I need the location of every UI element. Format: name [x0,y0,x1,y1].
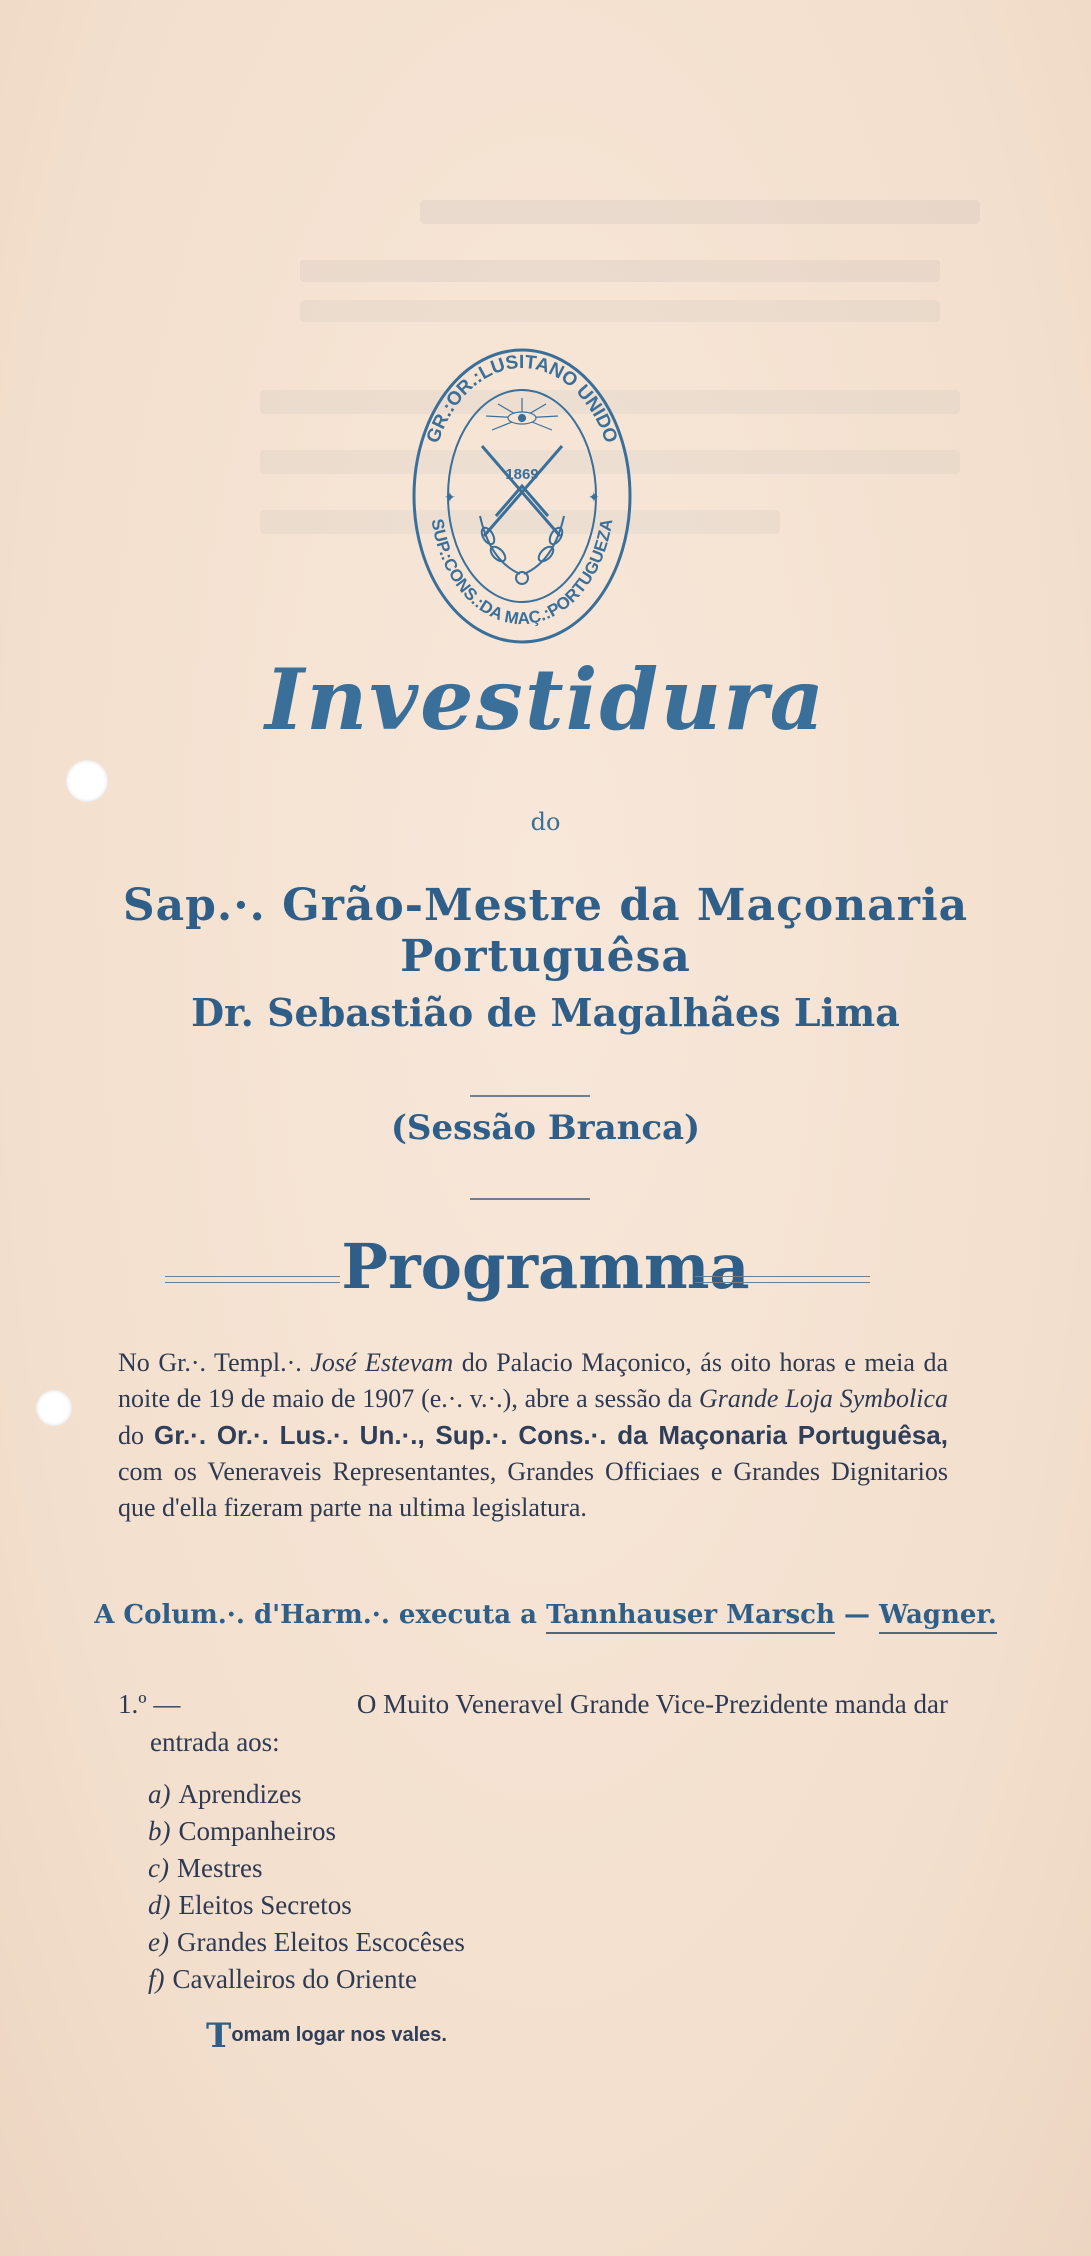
intro-part2: do Palacio Maçonico, ás [461,1348,722,1377]
seal-bottom-arc: SUP.:CONS.:DA MAÇ.:PORTUGUEZA [427,517,617,629]
closing-instruction [206,2016,447,2056]
seal-star-right: ✦ [588,491,600,506]
list-letter: b) [148,1816,171,1846]
music-line [0,1600,1091,1630]
entry-list [148,1776,465,1998]
item-text-first: O Muito Veneravel Grande Vice-Prezidente manda dar [356,1689,948,1719]
closing-text: omam logar nos vales. [231,2024,447,2046]
programme-heading: Programma [341,1230,750,1303]
bleed-through-mark [420,200,980,224]
programme-item-1 [118,1685,948,1761]
bleed-through-mark [300,260,940,282]
list-item [148,1887,465,1924]
list-label: Cavalleiros do Oriente [172,1964,417,1994]
punch-hole [36,1390,72,1426]
list-label: Grandes Eleitos Escocêses [176,1927,465,1957]
intro-part3: oito horas e meia da noite de 19 de maio de 1907 (e.·. v.·.), abre a sessão da [118,1348,949,1413]
list-letter: a) [148,1779,171,1809]
intro-place-name: José Estevam [310,1348,454,1377]
intro-bold-names: Gr.·. Or.·. Lus.·. Un.·., Sup.·. Cons.·. da Maçonaria Portuguêsa, [154,1420,948,1450]
music-prefix: A Colum.·. d'Harm.·. executa a [94,1600,538,1630]
masonic-seal [410,346,634,646]
double-divider-right [695,1276,870,1283]
list-letter: e) [148,1927,169,1957]
closing-initial: T [206,2016,232,2056]
list-label: Aprendizes [178,1779,302,1809]
music-composer: Wagner. [879,1600,997,1634]
seal-year: 1869 [505,466,539,483]
item-number: 1.º — [118,1689,181,1719]
title-connector: do [530,808,561,836]
seal-star-left: ✦ [444,491,456,506]
music-dash: — [843,1600,870,1630]
grand-master-line: Sap.·. Grão-Mestre da Maçonaria Portuguêsa [122,880,969,982]
music-piece: Tannhauser Marsch [546,1600,835,1634]
honoree-name: Dr. Sebastião de Magalhães Lima [191,990,900,1035]
seal-top-arc: GR.:OR.:LUSITANO UNIDO [422,351,622,446]
intro-part4: do [118,1421,144,1450]
list-item [148,1850,465,1887]
intro-lodge-name: Grande Loja Symbolica [699,1384,949,1413]
list-item [148,1776,465,1813]
punch-hole [66,760,108,802]
session-type: (Sessão Branca) [390,1108,701,1148]
square-compass-icon [482,446,562,536]
list-item [148,1961,465,1998]
bleed-through-mark [300,300,940,322]
list-label: Mestres [176,1853,263,1883]
divider [470,1198,590,1200]
intro-part1: No Gr.·. Templ.·. [118,1348,302,1377]
list-letter: f) [148,1964,165,1994]
list-label: Companheiros [178,1816,336,1846]
list-item [148,1924,465,1961]
list-letter: c) [148,1853,169,1883]
list-item [148,1813,465,1850]
list-label: Eleitos Secretos [178,1890,352,1920]
divider [470,1095,590,1097]
document-title: Investidura [264,650,827,749]
intro-part5: com os Veneraveis Representantes, Grandes Officiaes e Grandes Dignitarios que d'ella fizeram parte na ultima legislatura. [118,1457,948,1522]
list-letter: d) [148,1890,171,1920]
item-text-second: entrada aos: [150,1727,280,1757]
eye-icon [486,398,558,430]
intro-paragraph [118,1345,948,1526]
